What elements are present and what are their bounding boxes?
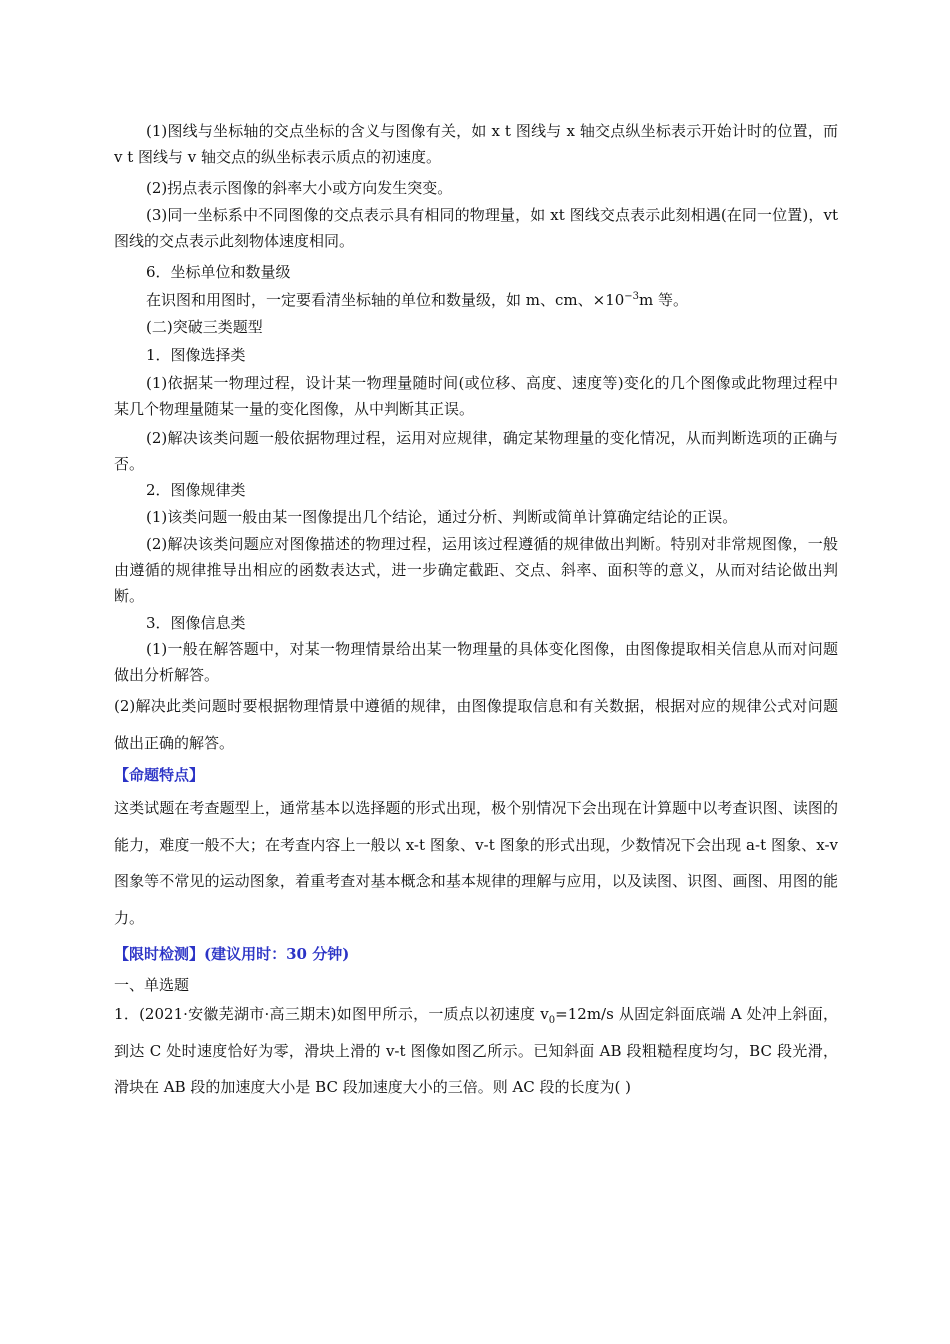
paragraph-units-magnitude [114, 287, 838, 313]
section-single-choice: 一、单选题 [114, 976, 190, 994]
units-text-after: m 等。 [639, 291, 689, 309]
section-heading-units: 6．坐标单位和数量级 [146, 263, 291, 281]
subheading-image-rules: 2．图像规律类 [146, 481, 246, 499]
initial-velocity-subscript: 0 [548, 1015, 556, 1026]
paragraph-info-2: (2)解决此类问题时要根据物理情景中遵循的规律，由图像提取信息和有关数据，根据对应的规律公式对问题做出正确的解答。 [114, 697, 838, 752]
heading-timed-test: 【限时检测】(建议用时：30 分钟) [114, 945, 350, 963]
units-text-before: 在识图和用图时，一定要看清坐标轴的单位和数量级，如 m、cm、×10 [146, 291, 625, 309]
paragraph-info-1: (1)一般在解答题中，对某一物理情景给出某一物理量的具体变化图像，由图像提取相关信息从而对问题做出分析解答。 [114, 640, 838, 684]
subheading-image-selection: 1．图像选择类 [146, 346, 246, 364]
exponent: −3 [624, 291, 640, 302]
paragraph-selection-2: (2)解决该类问题一般依据物理过程，运用对应规律，确定某物理量的变化情况，从而判断选项的正确与否。 [114, 429, 838, 473]
paragraph-proposition-features: 这类试题在考查题型上，通常基本以选择题的形式出现，极个别情况下会出现在计算题中以考查识图、读图的能力，难度一般不大；在考查内容上一般以 x-t 图象、v-t 图象的形式出现，少数情况下会出现 a-t 图象、x-v 图象等不常见的运动图象，着重考查对基本概念和基本规律的理解与应用，以及读图、识图、画图、用图的能力。 [114, 799, 838, 927]
subheading-image-info: 3．图像信息类 [146, 614, 246, 632]
paragraph-rules-2: (2)解决该类问题应对图像描述的物理过程，运用该过程遵循的规律做出判断。特别对非常规图像，一般由遵循的规律推导出相应的函数表达式，进一步确定截距、交点、斜率、面积等的意义，从而对结论做出判断。 [114, 535, 838, 605]
paragraph-selection-1: (1)依据某一物理过程，设计某一物理量随时间(或位移、高度、速度等)变化的几个图像或此物理过程中某几个物理量随某一量的变化图像，从中判断其正误。 [114, 374, 838, 418]
heading-proposition-features: 【命题特点】 [114, 766, 205, 784]
question-1-text-b: =12m/s 从固定斜面底端 A 处冲上斜面，到达 C 处时速度恰好为零，滑块上滑的 v-t 图像如图乙所示。已知斜面 AB 段粗糙程度均匀，BC 段光滑，滑块在 AB 段的加速度大小是 BC 段加速度大小的三倍。则 AC 段的长度为( ) [114, 1005, 839, 1096]
question-1 [114, 996, 838, 1106]
paragraph-intersection-meaning: (1)图线与坐标轴的交点坐标的含义与图像有关，如 x t 图线与 x 轴交点纵坐标表示开始计时的位置，而 v t 图线与 v 轴交点的纵坐标表示质点的初速度。 [114, 122, 838, 166]
paragraph-common-intersection: (3)同一坐标系中不同图像的交点表示具有相同的物理量，如 xt 图线交点表示此刻相遇(在同一位置)，vt 图线的交点表示此刻物体速度相同。 [114, 206, 838, 250]
question-1-text-a: 1．(2021·安徽芜湖市·高三期末)如图甲所示，一质点以初速度 v [114, 1005, 549, 1023]
paragraph-rules-1: (1)该类问题一般由某一图像提出几个结论，通过分析、判断或简单计算确定结论的正误。 [146, 508, 738, 526]
paragraph-turning-point: (2)拐点表示图像的斜率大小或方向发生突变。 [146, 179, 453, 197]
section-heading-three-types: (二)突破三类题型 [146, 318, 263, 336]
